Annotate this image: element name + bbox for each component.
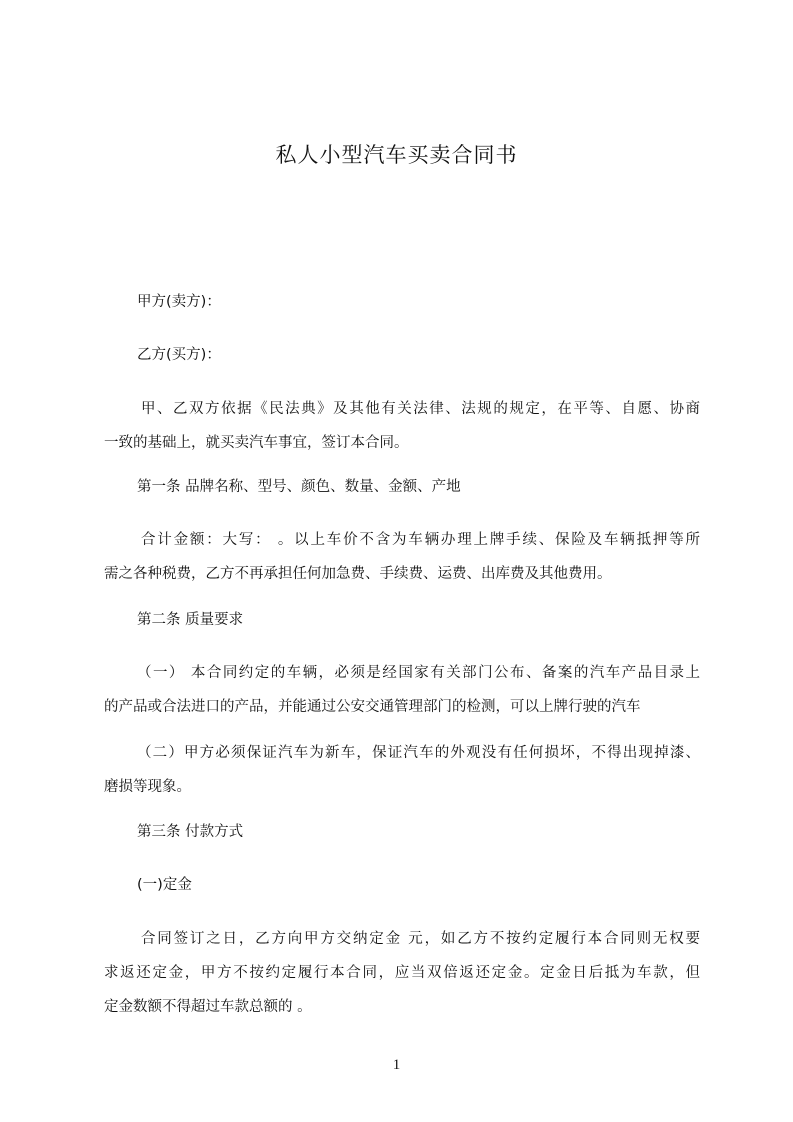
article-2-heading <box>104 603 700 637</box>
quality-clause-1 <box>104 656 700 724</box>
intro-line-1: 甲、乙双方依据《民法典》及其他有关法律、法规的规定，在平等、自愿、协商 <box>141 401 700 417</box>
page-number: 1 <box>392 1057 401 1073</box>
party-a-line <box>104 285 700 319</box>
party-a-text: 甲方(卖方)： <box>137 294 221 310</box>
quality-1-line-2: 的产品或合法进口的产品，并能通过公安交通管理部门的检测，可以上牌行驶的汽车 <box>104 699 641 715</box>
deposit-heading <box>104 868 700 902</box>
article-2-heading-text: 第二条 质量要求 <box>137 612 244 628</box>
deposit-line-1: 合同签订之日，乙方向甲方交纳定金 元，如乙方不按约定履行本合同则无权要 <box>141 931 700 947</box>
total-line-1: 合计金额：大写： 。以上车价不含为车辆办理上牌手续、保险及车辆抵押等所 <box>141 532 700 548</box>
deposit-paragraph <box>104 922 700 1024</box>
intro-paragraph <box>104 392 700 460</box>
quality-clause-2 <box>104 736 700 804</box>
article-3-heading <box>104 815 700 849</box>
party-b-line <box>104 338 700 372</box>
intro-line-2: 一致的基础上，就买卖汽车事宜，签订本合同。 <box>104 435 409 451</box>
deposit-line-3: 定金数额不得超过车款总额的 。 <box>104 999 312 1015</box>
deposit-heading-text: (一)定金 <box>137 877 192 893</box>
quality-2-line-2: 磨损等现象。 <box>104 779 191 795</box>
document-title: 私人小型汽车买卖合同书 <box>275 143 518 167</box>
total-line-2: 需之各种税费，乙方不再承担任何加急费、手续费、运费、出库费及其他费用。 <box>104 566 612 582</box>
article-1-heading-text: 第一条 品牌名称、型号、颜色、数量、金额、产地 <box>137 479 461 495</box>
deposit-line-2: 求返还定金，甲方不按约定履行本合同，应当双倍返还定金。定金日后抵为车款，但 <box>104 965 700 981</box>
article-1-heading <box>104 470 700 504</box>
quality-2-line-1: （二）甲方必须保证汽车为新车，保证汽车的外观没有任何损坏，不得出现掉漆、 <box>137 745 700 761</box>
quality-1-line-1: （一） 本合同约定的车辆，必须是经国家有关部门公布、备案的汽车产品目录上 <box>137 665 700 681</box>
article-3-heading-text: 第三条 付款方式 <box>137 824 244 840</box>
total-amount-paragraph <box>104 523 700 591</box>
party-b-text: 乙方(买方)： <box>137 347 221 363</box>
